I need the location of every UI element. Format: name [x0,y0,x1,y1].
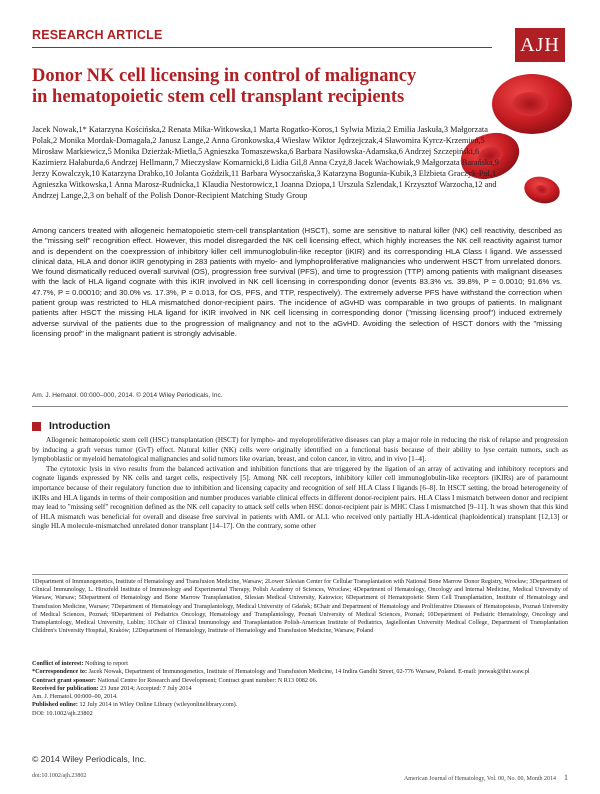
section-title: Introduction [49,420,111,432]
received-date [32,685,568,693]
blood-cell-small [521,173,563,207]
correspondence [32,668,568,676]
footer-journal-name: American Journal of Hematology, Vol. 00, No. 00, Month 2014 [403,776,556,782]
note-label: Conflict of interest: [32,660,84,667]
note-value: Nothing to report [84,660,128,667]
abstract-text: Among cancers treated with allogeneic hematopoietic stem-cell transplantation (HSCT), some are sensitive to natural killer (NK) cell reactivity, described as the "missing self" recognition effect. However, this model disregarded the NK cell licensing effect, which highly increases the NK cell reactivity against tumor and is dependent on the coexpression of inhibitory killer cell immunoglobulin-like receptor (iKIR) and its corresponding HLA Class I ligand. We assessed clinical data, HLA and donor iKIR genotyping in 283 patients with myelo- and lymphoproliferative malignancies who underwent HSCT from unrelated donors. We found dismatically reduced overall survival (OS), progression free survival (PFS), and time to progression (TTP) among patients with malignant diseases with the lack of HLA ligand cognate with this iKIR involved in NK cell licensing in corresponding donor (events 83.3% vs. 39.8%, P = 0.0010; 91.6% vs. 47.7%, P = 0.00010; and 30.0% vs. 17.3%, P = 0.013, for OS, PFS, and TTP, respectively). The extremely adverse PFS have withstand the correction when patient group was restricted to HLA mismatched donor-recipient pairs. The incidence of aGvHD was comparable in two groups of patients. In malignant patients after HSCT the missing HLA ligand for iKIR involved in NK cell licensing in corresponding donor ("missing licensing proof") induced extremely adverse survival of the patients due to the progression of malignancy and not to the aGvHD. Avoiding the selection of HSCT donors with the "missing licensing proof" in the malignant patient is strongly advisable. [32,226,562,338]
copyright-notice: © 2014 Wiley Periodicals, Inc. [32,754,147,764]
article-type-label: RESEARCH ARTICLE [32,28,163,42]
note-value: Jacek Nowak, Department of Immunogenetics, Institute of Hematology and Transfusion Medicine, 14 Indira Gandhi Street, 02-776 Warsaw, Poland. E-mail: jnowak@ihit.waw.pl [88,668,530,676]
intro-paragraph: The cytotoxic lysis in vivo results from the balanced activation and inhibition functions that are triggered by the ligation of an array of activating and inhibitory receptors and cognate ligands expressed by NK cells and target cells, respectively [5]. Among NK cell receptors, inhibitory killer cell immunoglobulin-like receptors (iKIRs) are of paramount importance because of their regulatory function due to inhibition and licensing capacity and recognition of self HLA Class I ligands [6–8]. In HSCT setting, the broad heterogeneity of iKIRs and HLA ligands in terms of their composition and number produces variable clinical effects in different donor-recipient pairs. HLA Class I mismatch between donor and recipient may lead to "missing self" recognition defined as the NK cell capacity to attack self cells when HSC donor-recipient pair is MHC Class I mismatched [9–11]. It was shown that this kind of HLA mismatch was beneficial for overall and disease free survival in patients with AML or ALL who received only partially HLA-identical (haploidentical) transplant [12,13] or single HLA molecule-mismatched unrelated donor transplant [14–17]. On the contrary, some other [32,464,568,531]
footer-journal [404,773,568,782]
intro-paragraph: Allogeneic hematopoietic stem cell (HSC) transplantation (HSCT) for lympho- and myeloproliferative diseases can play a major role in reducing the risk of relapse and progression by inducing a graft versus tumor (GvT) effect. Natural killer (NK) cells were originally identified on a functional basis because of their ability to lyse certain tumors, such as lymphoblastic or myeloid hematological malignancies and solid tumors like ovarian, breast, and colon cancer, in vitro, and in vivo [1–4]. [32,436,568,464]
note-value: National Centre for Research and Development; Contract grant number: N R13 0082 06. [97,676,318,684]
page-number: 1 [564,773,568,782]
note-label: Received for publication: [32,684,99,692]
author-list: Jacek Nowak,1* Katarzyna Kościńska,2 Renata Mika-Witkowska,1 Marta Rogatko-Koros,1 Sylwia Mizia,2 Emilia Jaskuła,3 Małgorzata Polak,2 Monika Mordak-Domagała,2 Janusz Lange,2 Anna Gronkowska,4 Wiesław Wiktor Jędrzejczak,4 Sławomira Kyrcz-Krzemień,5 Mirosław Markiewicz,5 Monika Dzierżak-Mietła,5 Agnieszka Tomaszewska,6 Barbara Nasiłowska-Adamska,6 Andrzej Szczepiński,6 Kazimierz Hałaburda,6 Andrzej Hellmann,7 Mieczysław Komarnicki,8 Lidia Gil,8 Anna Czyż,8 Jacek Wachowiak,9 Małgorzata Barańska,9 Jerzy Kowalczyk,10 Katarzyna Drabko,10 Jolanta Goździk,11 Barbara Wysoczańska,3 Katarzyna Bogunia-Kubik,3 Elżbieta Graczyk-Pol,1 Agnieszka Witkowska,1 Anna Marosz-Rudnicka,1 Klaudia Nestorowicz,1 Joanna Dziopa,1 Urszula Szlendak,1 Krzysztof Warzocha,12 and Andrzej Lange,2,3 on behalf of the Polish Donor-Recipient Matching Study Group [32,125,499,200]
header-divider [32,47,492,48]
note-label: Contract grant sponsor: [32,676,96,684]
note-label: Published online: [32,701,78,709]
article-notes [32,660,568,718]
note-value: 23 June 2014; Accepted: 7 July 2014 [100,684,192,692]
grant-sponsor [32,677,568,685]
doi: DOI: 10.1002/ajh.23802 [32,709,93,717]
blood-cell-large [492,74,572,134]
abstract-divider [32,406,568,407]
abstract-citation: Am. J. Hematol. 00:000–000, 2014. © 2014 Wiley Periodicals, Inc. [32,392,223,399]
note-value: 12 July 2014 in Wiley Online Library (wileyonlinelibrary.com). [79,701,238,709]
affiliations: 1Department of Immunogenetics, Institute of Hematology and Transfusion Medicine, Warsaw; 2Lower Silesian Center for Cellular Transplantation with National Bone Marrow Donor Registry, Wrocław; 3Department of Clinical Immunology, L. Hirszfeld Institute of Immunology and Experimental Therapy, Polish Academy of Sciences, Wrocław; 4Department of Hematology, Oncology and Internal Medicine, Medical University of Warsaw, Warsaw; 5Department of Hematology and Bone Marrow Transplantation, Silesian Medical University, Katowice; 6Department of Hematopoietic Stem Cell Transplantation, Institute of Hematology and Transfusion Medicine, Warsaw; 7Department of Hematology and Transplantology, Medical University of Gdańsk; 8Chair and Department of Hematology and Proliferative Diseases of Hematopoiesis, Poznań University of Medical Sciences, Poznań; 9Department of Pediatrics Oncology, Hematology and Transplantology, Poznań University of Medical Sciences, Poznań; 10Department of Pediatric Hematology, Oncology and Transplantology, Medical University, Lublin; 11Chair of Clinical Immunology and Transplantation Polish-American Institute of Pediatrics, Jagiellonian University Medical College, Department of Transplantation Children's University Hospital, Kraków; 12Department of Hematology, Institute of Hematology and Transfusion Medicine, Warsaw, Poland [32,579,568,635]
note-label: *Correspondence to: [32,668,88,676]
footnote-divider [32,574,568,575]
journal-reference: Am. J. Hematol. 00:000–00, 2014. [32,693,118,701]
introduction-body [32,436,568,532]
published-online [32,701,568,709]
conflict-of-interest [32,660,568,668]
introduction-heading [32,420,110,432]
article-title: Donor NK cell licensing in control of malignancy in hematopoietic stem cell transplant recipients [32,66,417,107]
footer-doi: doi:10.1002/ajh.23802 [32,773,87,779]
journal-logo: AJH [515,28,565,62]
section-marker-icon [32,422,41,431]
